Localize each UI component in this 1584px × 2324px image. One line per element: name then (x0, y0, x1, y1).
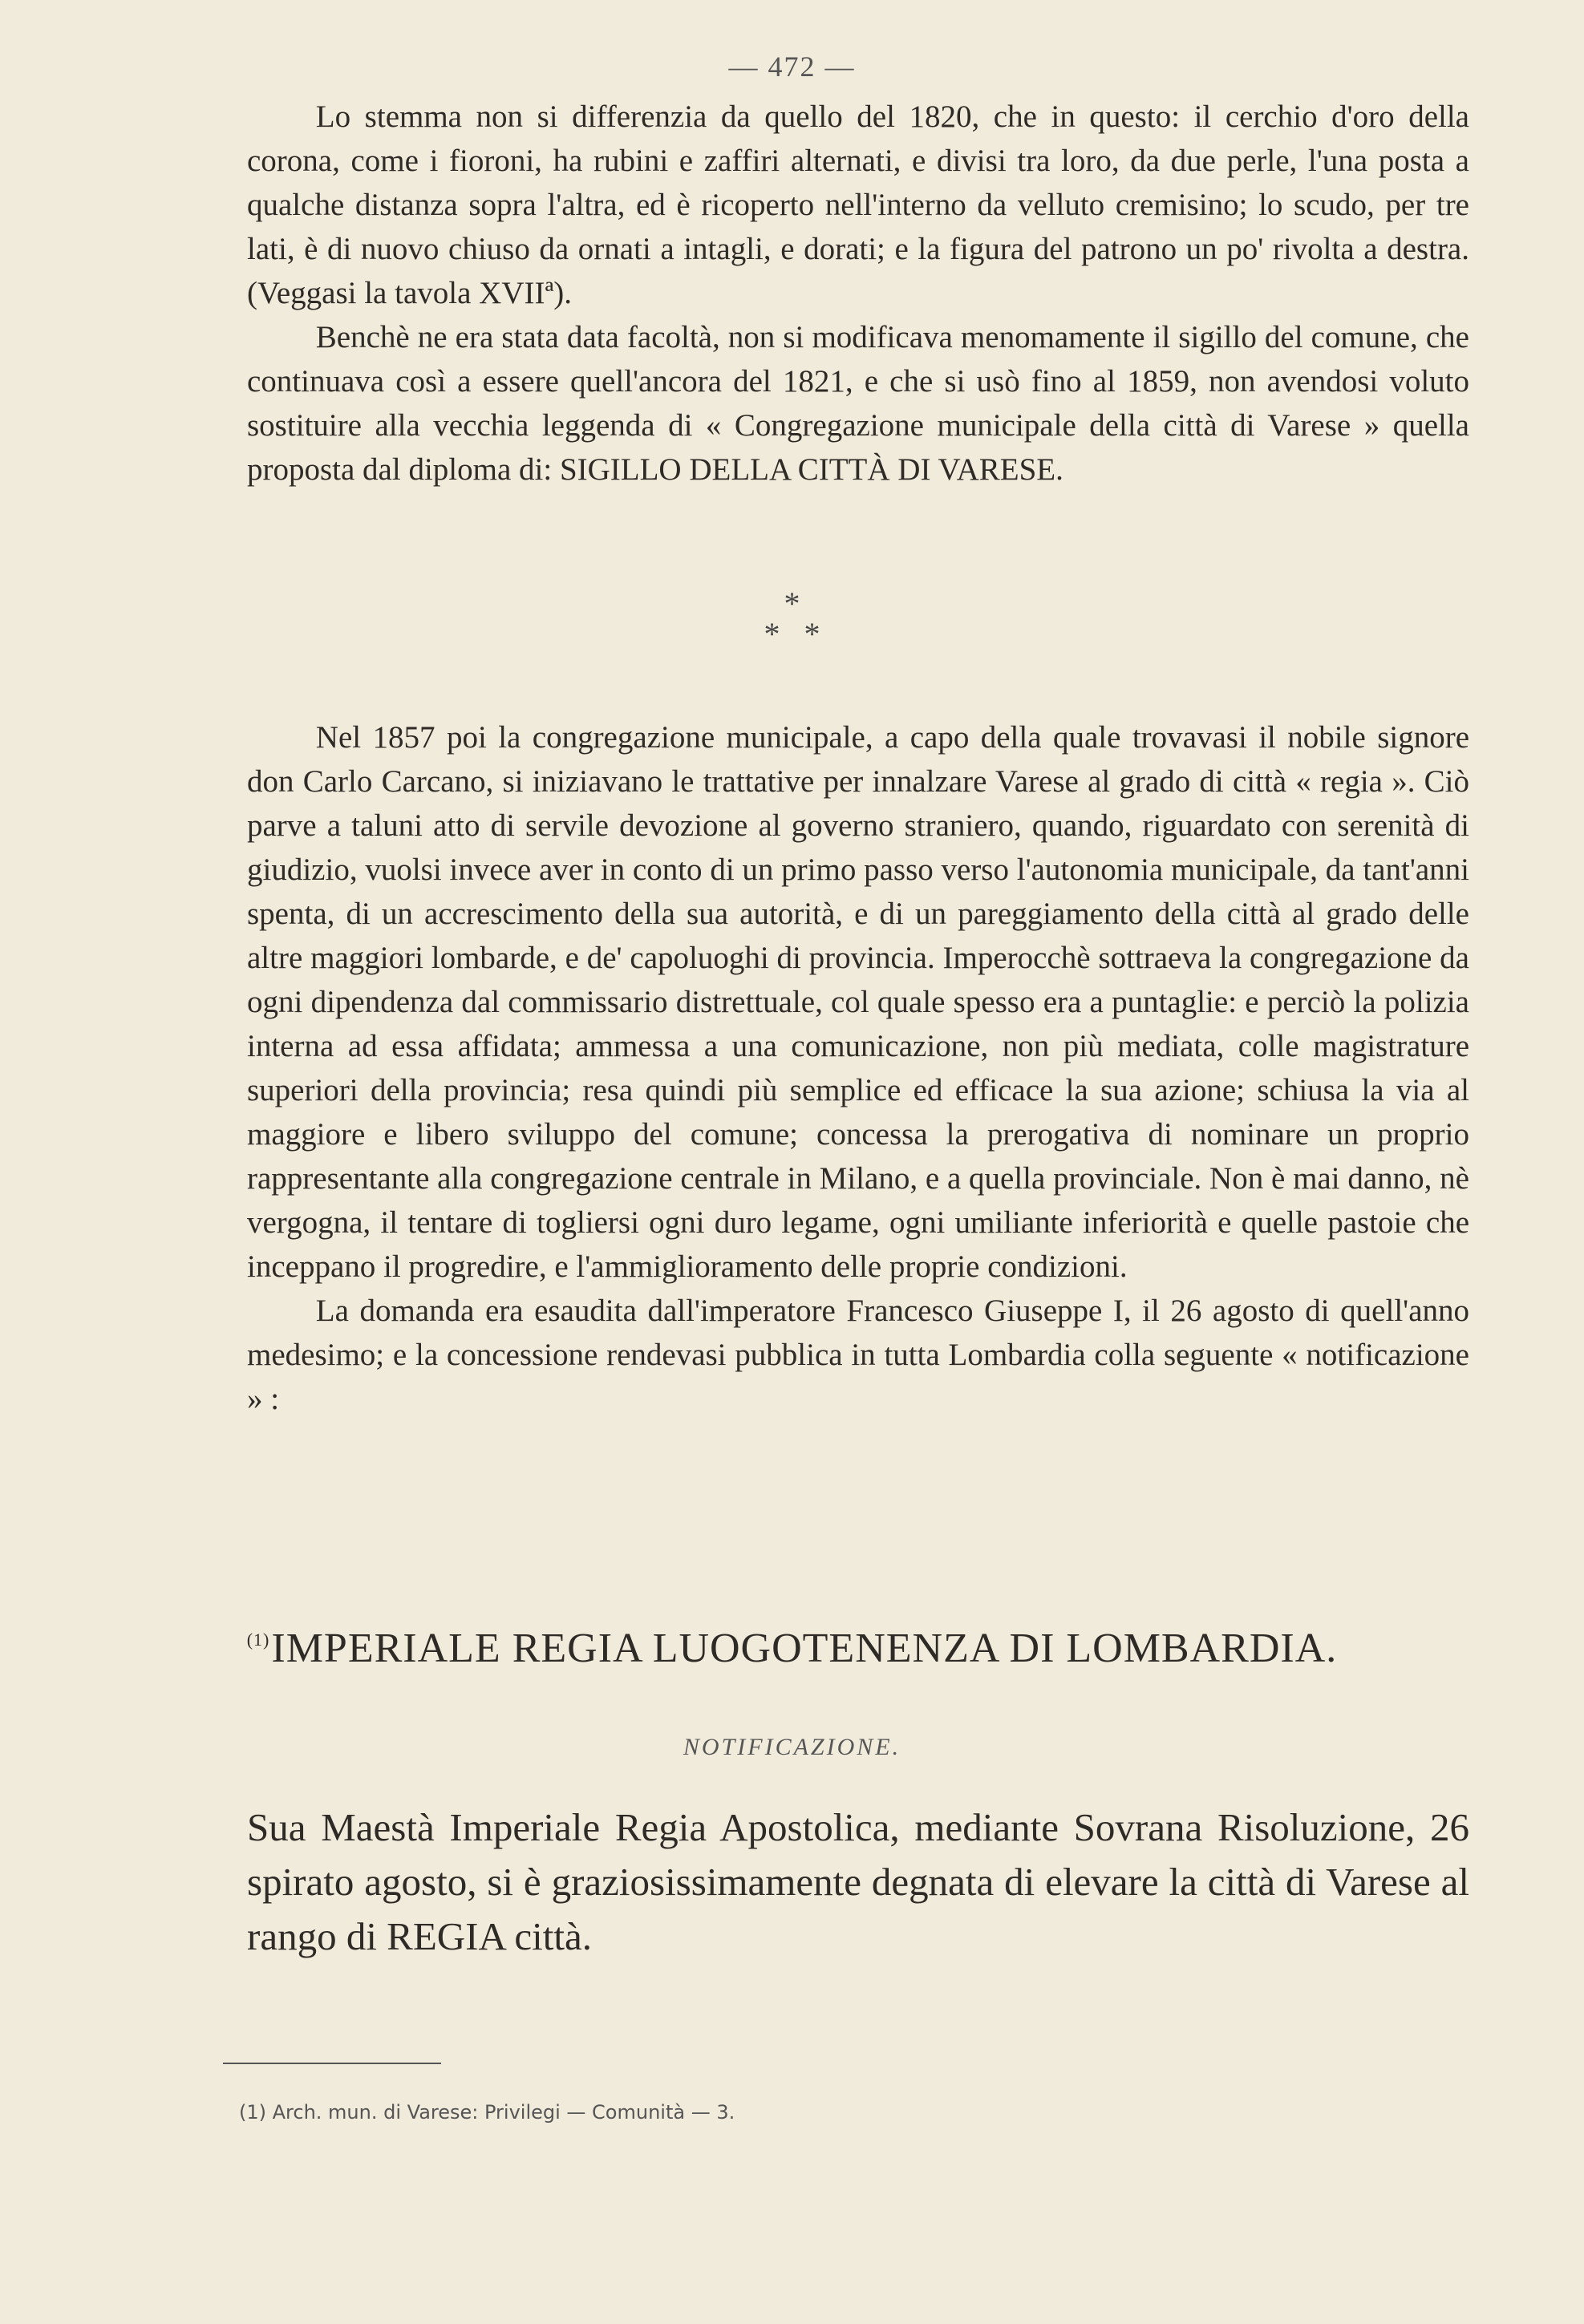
paragraph: Nel 1857 poi la congregazione municipale, a capo della quale trovavasi il nobile signore don Carlo Carcano, si iniziavano le trattative per innalzare Varese al grado di città « regia ». Ciò parve a taluni atto di servile devozione al governo straniero, quando, riguardato con serenità di giudizio, vuolsi invece aver in conto di un primo passo verso l'autonomia municipale, da tant'anni spenta, di un accrescimento della sua autorità, e di un pareggiamento della città al grado delle altre maggiori lombarde, e de' capoluoghi di provincia. Imperocchè sottraeva la congregazione da ogni dipendenza dal commissario distrettuale, col quale spesso era a puntaglie: e perciò la polizia interna ad essa affidata; ammessa a una comunicazione, non più mediata, colle magistrature superiori della provincia; resa quindi più semplice ed efficace la sua azione; schiusa la via al maggiore e libero sviluppo del comune; concessa la prerogativa di nominare un proprio rappresentante alla congregazione centrale in Milano, e a quella provinciale. Non è mai danno, nè vergogna, il tentare di togliersi ogni duro legame, ogni umiliante inferiorità e quelle pastoie che inceppano il progredire, e l'ammiglioramento delle proprie condizioni. (247, 720, 1469, 1284)
page-number: — 472 — (728, 51, 856, 83)
paragraph: Lo stemma non si differenzia da quello del 1820, che in questo: il cerchio d'oro della corona, come i fioroni, ha rubini e zaffiri alternati, e divisi tra loro, da due perle, l'una posta a qualche distanza sopra l'altra, ed è ricoperto nell'interno da velluto cremisino; lo scudo, per tre lati, è di nuovo chiuso da ornati a intagli, e dorati; e la figura del patrono un po' rivolta a destra. (Veggasi la tavola XVIIª). (247, 99, 1469, 310)
notice-subtitle: NOTIFICAZIONE. (683, 1734, 901, 1760)
section-regia-city (247, 715, 1469, 1421)
notice-body: Sua Maestà Imperiale Regia Apostolica, mediante Sovrana Risoluzione, 26 spirato agosto, si è graziosissimamente degnata di elevare la città di Varese al rango di REGIA città. (247, 1805, 1469, 1958)
section-coat-of-arms (247, 95, 1469, 492)
footnote-divider (223, 2063, 441, 2064)
notice-title (0, 1625, 1584, 1672)
asterism-top: * (784, 585, 800, 621)
paragraph: Benchè ne era stata data facoltà, non si modificava menomamente il sigillo del comune, che continuava così a essere quell'ancora del 1821, e che si usò fino al 1859, non avendosi voluto sostituire alla vecchia leggenda di « Congregazione municipale della città di Varese » quella proposta dal diploma di: SIGILLO DELLA CITTÀ DI VARESE. (247, 320, 1469, 487)
asterism-separator (0, 585, 1584, 652)
footnote: (1) Arch. mun. di Varese: Privilegi — Comunità — 3. (239, 2101, 735, 2124)
asterism-bottom: * * (764, 616, 820, 652)
footnote-marker: (1) (246, 1630, 270, 1650)
notice-title-text: IMPERIALE REGIA LUOGOTENENZA DI LOMBARDIA. (271, 1626, 1338, 1671)
paragraph: La domanda era esaudita dall'imperatore Francesco Giuseppe I, il 26 agosto di quell'anno medesimo; e la concessione rendevasi pubblica in tutta Lombardia colla seguente « notificazione » : (247, 1294, 1469, 1416)
